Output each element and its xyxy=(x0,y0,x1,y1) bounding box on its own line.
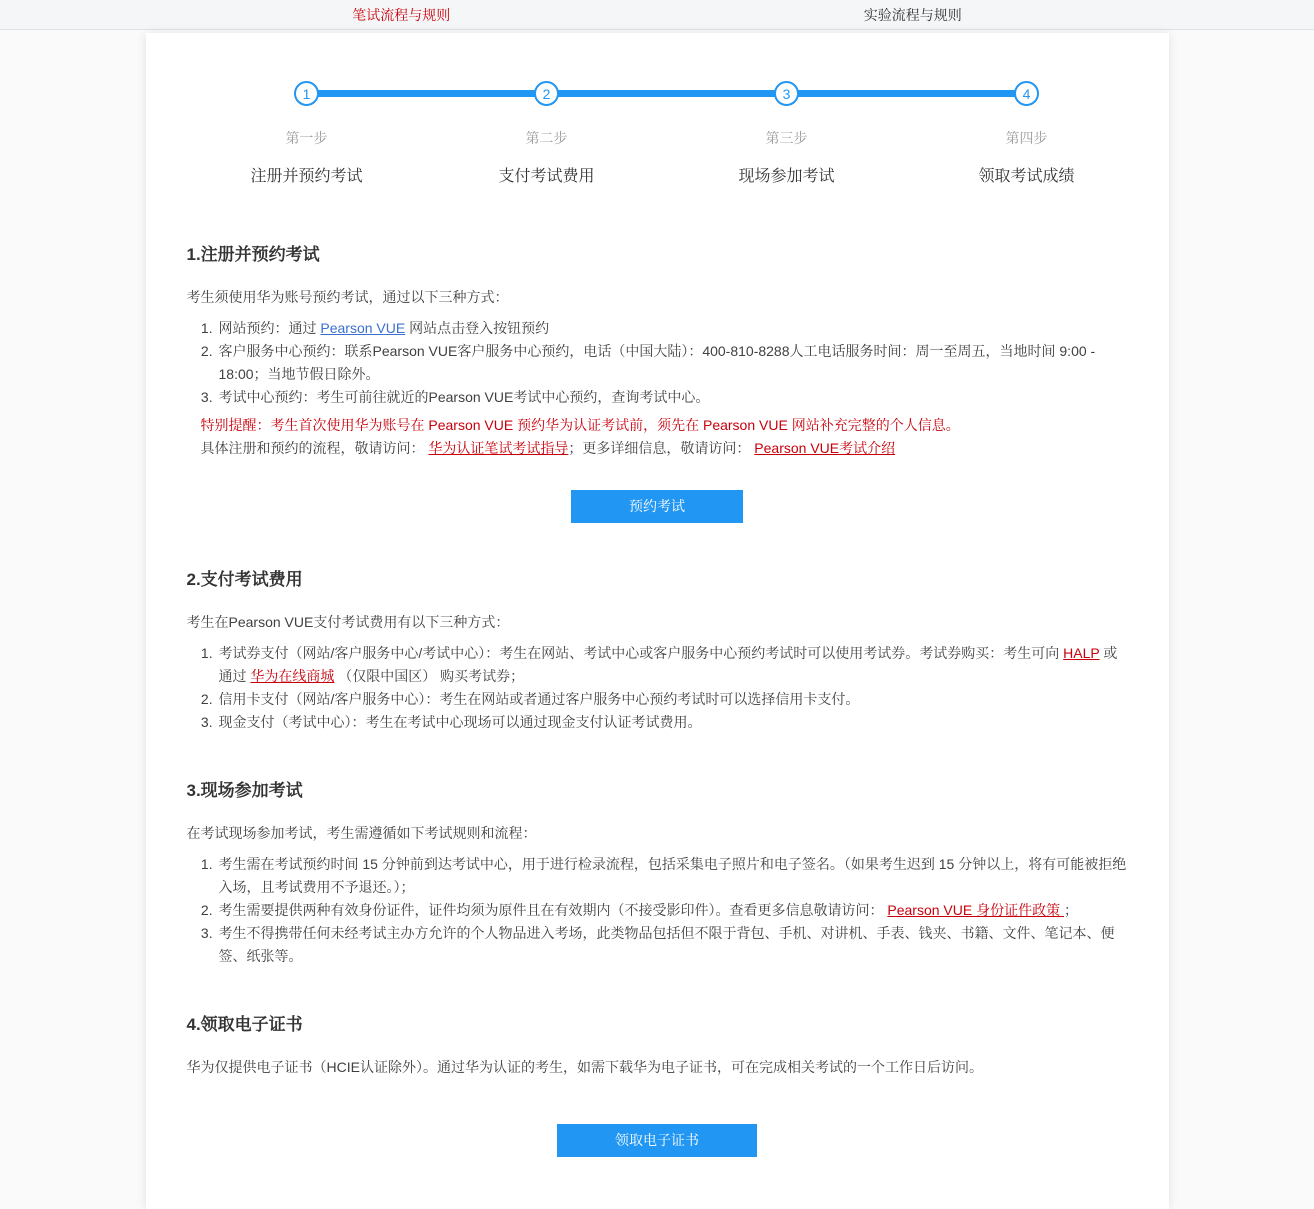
inline-link[interactable]: Pearson VUE xyxy=(320,320,406,336)
tab-bar-inner xyxy=(146,0,1169,29)
list-item xyxy=(217,642,1128,688)
onsite-heading: 3.现场参加考试 xyxy=(186,781,303,800)
text-segment: 或通过 xyxy=(218,645,1118,684)
step-4-title: 领取考试成绩 xyxy=(978,168,1075,185)
payment-intro: 考生在Pearson VUE支付考试费用有以下三种方式： xyxy=(186,614,510,630)
text-segment: 网站点击登入按钮预约 xyxy=(405,320,550,336)
text-segment: 网站预约：通过 xyxy=(218,320,321,336)
step-3-number: 3 xyxy=(782,85,791,102)
step-item-4 xyxy=(907,81,1147,186)
step-1-title: 注册并预约考试 xyxy=(250,168,363,185)
list-item xyxy=(217,317,1128,340)
register-notes xyxy=(187,414,1128,460)
certificate-intro: 华为仅提供电子证书（HCIE认证除外）。通过华为认证的考生，如需下载华为电子证书，可在完成相关考试的一个工作日后访问。 xyxy=(186,1059,983,1075)
text-segment: ；更多详细信息，敬请访问： xyxy=(568,440,755,456)
register-heading: 1.注册并预约考试 xyxy=(186,245,320,264)
step-2-label: 第二步 xyxy=(525,130,568,146)
step-1-number: 1 xyxy=(302,85,311,102)
list-item xyxy=(217,688,1128,711)
register-intro: 考生须使用华为账号预约考试，通过以下三种方式： xyxy=(186,289,509,305)
step-item-2 xyxy=(427,81,667,186)
text-segment: 客户服务中心预约：联系Pearson VUE客户服务中心预约，电话（中国大陆）：400-810-8288人工电话服务时间：周一至周五，当地时间 9:00 - 18:00；当地节假日除外。 xyxy=(218,343,1100,382)
step-1-label: 第一步 xyxy=(285,130,328,146)
special-reminder-note xyxy=(201,414,1128,437)
text-segment: 考生不得携带任何未经考试主办方允许的个人物品进入考场，此类物品包括但不限于背包、手机、对讲机、手表、钱夹、书籍、文件、笔记本、便签、纸张等。 xyxy=(218,925,1115,964)
text-segment: ； xyxy=(1064,902,1078,918)
step-4-circle xyxy=(1014,81,1039,106)
list-item xyxy=(217,340,1128,386)
list-item xyxy=(217,899,1128,922)
text-segment: 考生需在考试预约时间 15 分钟前到达考试中心，用于进行检录流程，包括采集电子照片和电子签名。（如果考生迟到 15 分钟以上，将有可能被拒绝入场，且考试费用不予退还。）； xyxy=(218,856,1127,895)
text-segment: 考生需要提供两种有效身份证件，证件均须为原件且在有效期内（不接受影印件）。查看更多信息敬请访问： xyxy=(218,902,888,918)
text-segment: 考试券支付（网站/客户服务中心/考试中心）：考生在网站、考试中心或客户服务中心预约考试时可以使用考试券。考试券购买：考生可向 xyxy=(218,645,1064,661)
book-exam-button[interactable]: 预约考试 xyxy=(571,490,743,523)
step-4-number: 4 xyxy=(1022,85,1031,102)
tab-written-process[interactable]: 笔试流程与规则 xyxy=(352,6,451,23)
text-segment: 信用卡支付（网站/客户服务中心）：考生在网站或者通过客户服务中心预约考试时可以选择信用卡支付。 xyxy=(218,691,860,707)
step-2-number: 2 xyxy=(542,85,551,102)
inline-link[interactable]: 华为认证笔试考试指导 xyxy=(428,440,569,456)
step-item-3 xyxy=(667,81,907,186)
text-segment: 考试中心预约：考生可前往就近的Pearson VUE考试中心预约，查询考试中心。 xyxy=(218,389,710,405)
payment-methods-list xyxy=(187,642,1128,734)
text-segment: 特别提醒：考生首次使用华为账号在 Pearson VUE 预约华为认证考试前，须先在 Pearson VUE 网站补充完整的个人信息。 xyxy=(200,417,960,433)
step-item-1 xyxy=(187,81,427,186)
section-certificate xyxy=(187,1010,1128,1157)
list-item xyxy=(217,711,1128,734)
tab-bar xyxy=(0,0,1314,30)
list-item xyxy=(217,386,1128,409)
get-certificate-button[interactable]: 领取电子证书 xyxy=(557,1124,757,1157)
registration-links-note xyxy=(201,437,1128,460)
list-item xyxy=(217,853,1128,899)
section-register xyxy=(187,240,1128,523)
inline-link[interactable]: Pearson VUE 身份证件政策 xyxy=(887,902,1064,918)
inline-link[interactable]: Pearson VUE考试介绍 xyxy=(754,440,896,456)
tab-lab-process[interactable]: 实验流程与规则 xyxy=(863,6,962,23)
onsite-rules-list xyxy=(187,853,1128,968)
step-2-title: 支付考试费用 xyxy=(498,168,595,185)
step-3-title: 现场参加考试 xyxy=(738,168,835,185)
certificate-heading: 4.领取电子证书 xyxy=(186,1015,303,1034)
text-segment: 具体注册和预约的流程，敬请访问： xyxy=(200,440,429,456)
inline-link[interactable]: HALP xyxy=(1063,645,1100,661)
payment-heading: 2.支付考试费用 xyxy=(186,570,303,589)
step-1-circle xyxy=(294,81,319,106)
section-payment xyxy=(187,565,1128,734)
booking-methods-list xyxy=(187,317,1128,409)
text-segment: 现金支付（考试中心）：考生在考试中心现场可以通过现金支付认证考试费用。 xyxy=(218,714,702,730)
step-3-circle xyxy=(774,81,799,106)
exam-process-stepper xyxy=(187,33,1147,186)
step-3-label: 第三步 xyxy=(765,130,808,146)
list-item xyxy=(217,922,1128,968)
text-segment: （仅限中国区） 购买考试券； xyxy=(334,668,525,684)
step-2-circle xyxy=(534,81,559,106)
onsite-intro: 在考试现场参加考试，考生需遵循如下考试规则和流程： xyxy=(186,825,537,841)
section-onsite xyxy=(187,776,1128,968)
inline-link[interactable]: 华为在线商城 xyxy=(250,668,335,684)
step-4-label: 第四步 xyxy=(1005,130,1048,146)
content-card xyxy=(146,33,1169,1209)
